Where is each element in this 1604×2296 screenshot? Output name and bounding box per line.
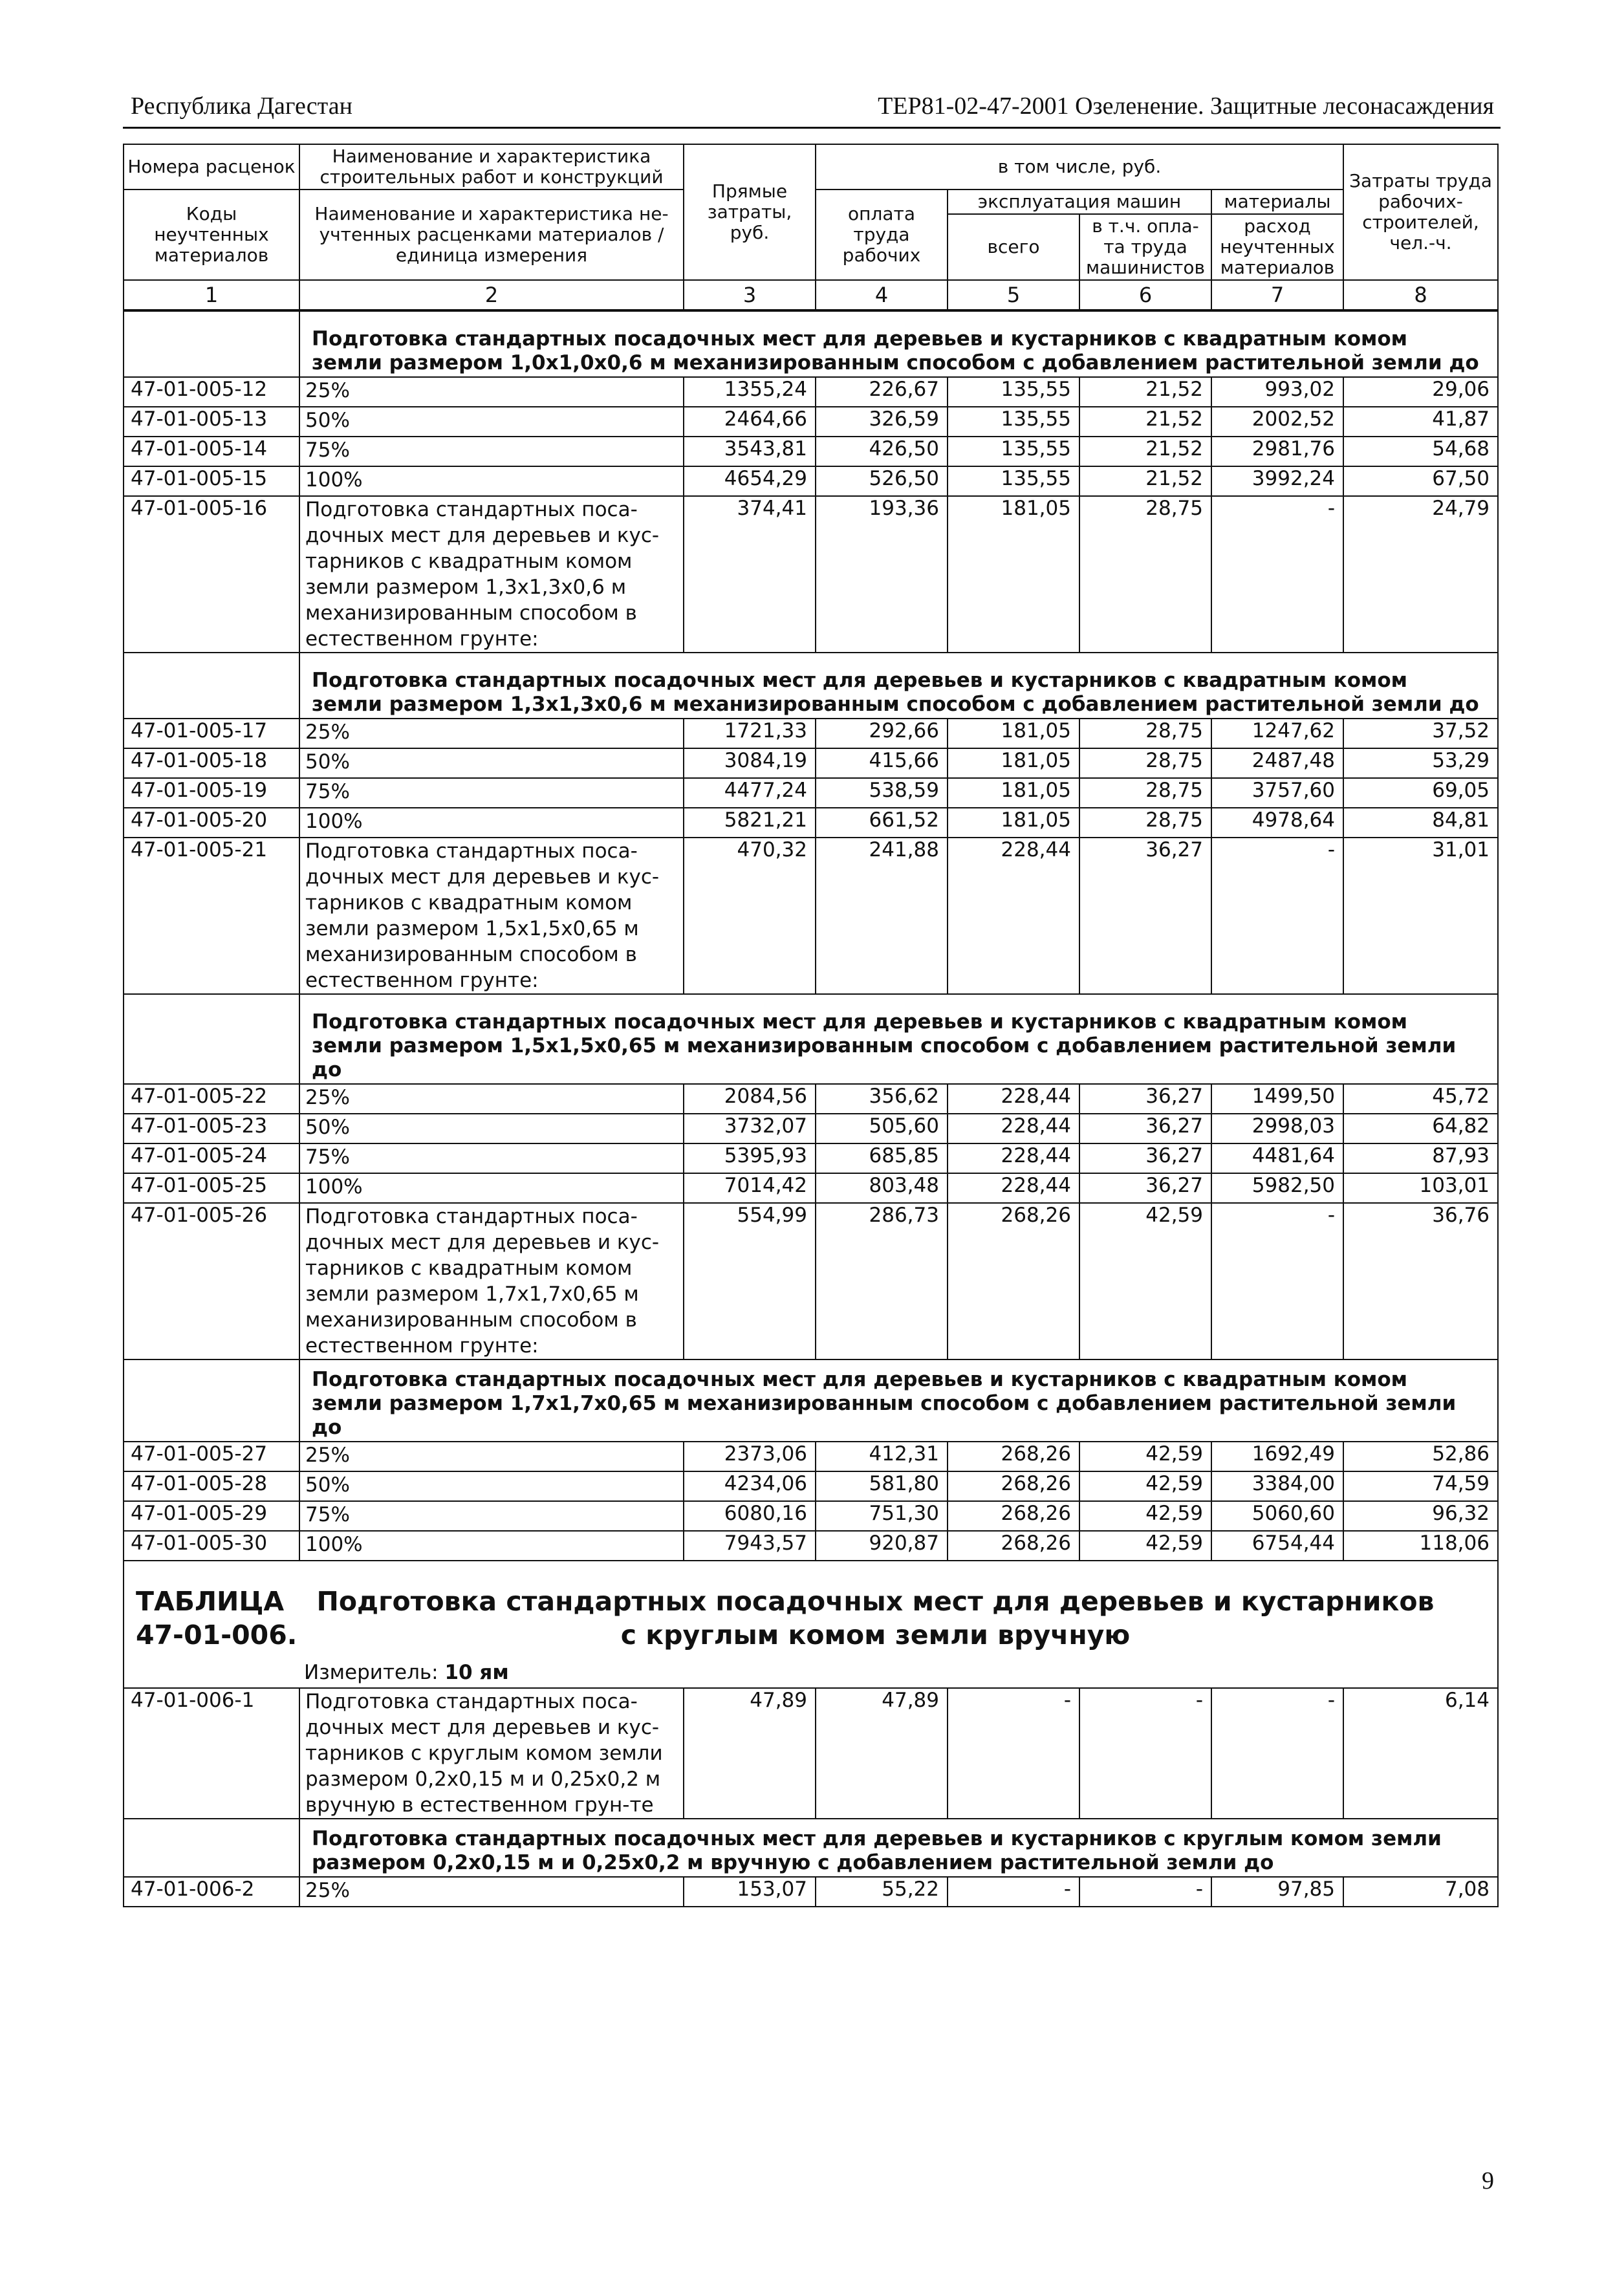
direct-costs: 1721,33: [684, 719, 816, 748]
rate-code: 47-01-005-12: [124, 377, 299, 407]
work-description: 100%: [299, 1531, 684, 1561]
header-region: Республика Дагестан: [131, 92, 352, 120]
labor-pay: 538,59: [816, 778, 948, 808]
machines-total: 135,55: [948, 466, 1079, 496]
machines-total: 228,44: [948, 838, 1079, 994]
header-document-title: ТЕР81-02-47-2001 Озеленение. Защитные лесонасаждения: [878, 92, 1494, 120]
machinists-pay: 36,27: [1079, 1114, 1211, 1143]
labor-pay: 661,52: [816, 808, 948, 838]
rate-code: 47-01-006-1: [124, 1688, 299, 1819]
direct-costs: 47,89: [684, 1688, 816, 1819]
work-description: 100%: [299, 466, 684, 496]
direct-costs: 7943,57: [684, 1531, 816, 1561]
direct-costs: 3732,07: [684, 1114, 816, 1143]
machinists-pay: -: [1079, 1877, 1211, 1907]
machinists-pay: -: [1079, 1688, 1211, 1819]
table-row: [124, 1688, 1498, 1819]
table2-title-text: Подготовка стандартных посадочных мест для деревьев и кустарников с круглым комом земли вручную: [316, 1586, 1435, 1651]
materials-consumption: 3992,24: [1211, 466, 1343, 496]
table2-label: ТАБЛИЦА 47-01-006.: [136, 1586, 298, 1651]
machines-total: 135,55: [948, 407, 1079, 437]
materials-consumption: 1499,50: [1211, 1084, 1343, 1114]
labor-hours: 118,06: [1343, 1531, 1498, 1561]
column-number: 6: [1079, 280, 1211, 310]
col-work-name: Наименование и характеристика строительных работ и конструкций: [299, 144, 684, 190]
direct-costs: 5821,21: [684, 808, 816, 838]
materials-consumption: 6754,44: [1211, 1531, 1343, 1561]
column-number: 7: [1211, 280, 1343, 310]
materials-consumption: -: [1211, 1203, 1343, 1359]
labor-pay: 426,50: [816, 437, 948, 466]
materials-consumption: 5060,60: [1211, 1501, 1343, 1531]
table-row: [124, 1471, 1498, 1501]
rate-code: 47-01-005-29: [124, 1501, 299, 1531]
machines-total: 228,44: [948, 1173, 1079, 1203]
materials-consumption: 2487,48: [1211, 748, 1343, 778]
machines-total: 268,26: [948, 1203, 1079, 1359]
labor-pay: 581,80: [816, 1471, 948, 1501]
labor-pay: 356,62: [816, 1084, 948, 1114]
direct-costs: 470,32: [684, 838, 816, 994]
direct-costs: 554,99: [684, 1203, 816, 1359]
direct-costs: 4477,24: [684, 778, 816, 808]
labor-pay: 685,85: [816, 1143, 948, 1173]
header-rule: [123, 127, 1501, 129]
direct-costs: 4654,29: [684, 466, 816, 496]
machines-total: 135,55: [948, 437, 1079, 466]
page-header: [123, 89, 1501, 129]
labor-hours: 87,93: [1343, 1143, 1498, 1173]
table2-measure: [129, 1654, 1492, 1687]
machinists-pay: 28,75: [1079, 778, 1211, 808]
section-title: Подготовка стандартных посадочных мест для деревьев и кустарников с квадратным комом земли размером 1,0х1,0х0,6 м механизированным способом с добавлением растительной земли до: [299, 310, 1498, 377]
machinists-pay: 21,52: [1079, 407, 1211, 437]
machinists-pay: 42,59: [1079, 1442, 1211, 1471]
machinists-pay: 36,27: [1079, 1143, 1211, 1173]
rate-code: 47-01-005-20: [124, 808, 299, 838]
machinists-pay: 36,27: [1079, 1084, 1211, 1114]
section-spacer: [124, 994, 299, 1084]
rate-code: 47-01-005-30: [124, 1531, 299, 1561]
work-description: 50%: [299, 748, 684, 778]
work-description: 25%: [299, 1084, 684, 1114]
rate-code: 47-01-005-19: [124, 778, 299, 808]
materials-consumption: 1692,49: [1211, 1442, 1343, 1471]
machinists-pay: 28,75: [1079, 496, 1211, 653]
table-row: [124, 1531, 1498, 1561]
table-row: [124, 1114, 1498, 1143]
col-group-machines: эксплуатация машин: [948, 190, 1211, 214]
labor-hours: 31,01: [1343, 838, 1498, 994]
table-row: [124, 748, 1498, 778]
direct-costs: 3543,81: [684, 437, 816, 466]
col-rate-numbers: Номера расценок: [124, 144, 299, 190]
machines-total: 268,26: [948, 1531, 1079, 1561]
machinists-pay: 21,52: [1079, 466, 1211, 496]
table2-title: [129, 1561, 1492, 1654]
machinists-pay: 21,52: [1079, 377, 1211, 407]
labor-pay: 326,59: [816, 407, 948, 437]
machines-total: 228,44: [948, 1114, 1079, 1143]
work-description: 25%: [299, 377, 684, 407]
machines-total: 181,05: [948, 808, 1079, 838]
labor-pay: 286,73: [816, 1203, 948, 1359]
direct-costs: 7014,42: [684, 1173, 816, 1203]
materials-consumption: 3384,00: [1211, 1471, 1343, 1501]
rate-code: 47-01-005-16: [124, 496, 299, 653]
materials-consumption: 4978,64: [1211, 808, 1343, 838]
section-spacer: [124, 653, 299, 719]
labor-hours: 96,32: [1343, 1501, 1498, 1531]
machinists-pay: 36,27: [1079, 1173, 1211, 1203]
table-row: [124, 1203, 1498, 1359]
labor-pay: 193,36: [816, 496, 948, 653]
table-row: [124, 1501, 1498, 1531]
machines-total: 181,05: [948, 719, 1079, 748]
labor-hours: 52,86: [1343, 1442, 1498, 1471]
machines-total: 268,26: [948, 1501, 1079, 1531]
machinists-pay: 36,27: [1079, 838, 1211, 994]
col-material-codes: Коды неучтенных материалов: [124, 190, 299, 280]
materials-consumption: 2998,03: [1211, 1114, 1343, 1143]
rates-table: [123, 144, 1499, 1907]
materials-consumption: -: [1211, 838, 1343, 994]
work-description: Подготовка стандартных поса-дочных мест для деревьев и кус-тарников с квадратным комом земли размером 1,7х1,7х0,65 м механизированным способом в естественном грунте:: [299, 1203, 684, 1359]
column-number: 2: [299, 280, 684, 310]
direct-costs: 374,41: [684, 496, 816, 653]
machinists-pay: 42,59: [1079, 1471, 1211, 1501]
direct-costs: 5395,93: [684, 1143, 816, 1173]
labor-pay: 241,88: [816, 838, 948, 994]
section-title-row: [124, 653, 1498, 719]
column-number: 5: [948, 280, 1079, 310]
table-row: [124, 1877, 1498, 1907]
work-description: 50%: [299, 1114, 684, 1143]
rate-code: 47-01-005-13: [124, 407, 299, 437]
direct-costs: 153,07: [684, 1877, 816, 1907]
measure-label: Измеритель:: [304, 1661, 439, 1684]
work-description: Подготовка стандартных поса-дочных мест для деревьев и кус-тарников с квадратным комом земли размером 1,5х1,5х0,65 м механизированным способом в естественном грунте:: [299, 838, 684, 994]
table-row: [124, 407, 1498, 437]
table-row: [124, 1084, 1498, 1114]
labor-pay: 505,60: [816, 1114, 948, 1143]
col-labor-hours: Затраты труда рабочих-строителей, чел.-ч.: [1343, 144, 1498, 280]
section-title: Подготовка стандартных посадочных мест для деревьев и кустарников с квадратным комом земли размером 1,5х1,5х0,65 м механизированным способом с добавлением растительной земли до: [299, 994, 1498, 1084]
section-title: Подготовка стандартных посадочных мест для деревьев и кустарников с круглым комом земли размером 0,2х0,15 м и 0,25х0,2 м вручную с добавлением растительной земли до: [299, 1819, 1498, 1877]
labor-hours: 74,59: [1343, 1471, 1498, 1501]
measure-value: 10 ям: [444, 1661, 509, 1684]
machines-total: 268,26: [948, 1442, 1079, 1471]
work-description: Подготовка стандартных поса-дочных мест для деревьев и кус-тарников с квадратным комом земли размером 1,3х1,3х0,6 м механизированным способом в естественном грунте:: [299, 496, 684, 653]
rate-code: 47-01-005-27: [124, 1442, 299, 1471]
section-spacer: [124, 1819, 299, 1877]
work-description: 75%: [299, 778, 684, 808]
machinists-pay: 42,59: [1079, 1531, 1211, 1561]
work-description: 75%: [299, 1143, 684, 1173]
section-title: Подготовка стандартных посадочных мест для деревьев и кустарников с квадратным комом земли размером 1,3х1,3х0,6 м механизированным способом с добавлением растительной земли до: [299, 653, 1498, 719]
column-number: 4: [816, 280, 948, 310]
machinists-pay: 28,75: [1079, 719, 1211, 748]
materials-consumption: 3757,60: [1211, 778, 1343, 808]
labor-hours: 64,82: [1343, 1114, 1498, 1143]
materials-consumption: -: [1211, 496, 1343, 653]
section-title-row: [124, 994, 1498, 1084]
section-title-row: [124, 1819, 1498, 1877]
labor-hours: 29,06: [1343, 377, 1498, 407]
table-row: [124, 1173, 1498, 1203]
labor-hours: 53,29: [1343, 748, 1498, 778]
labor-pay: 415,66: [816, 748, 948, 778]
materials-consumption: 5982,50: [1211, 1173, 1343, 1203]
labor-hours: 36,76: [1343, 1203, 1498, 1359]
section-spacer: [124, 310, 299, 377]
labor-hours: 41,87: [1343, 407, 1498, 437]
rate-code: 47-01-005-22: [124, 1084, 299, 1114]
machinists-pay: 28,75: [1079, 808, 1211, 838]
page-number: 9: [1482, 2167, 1494, 2194]
work-description: 100%: [299, 1173, 684, 1203]
machinists-pay: 21,52: [1079, 437, 1211, 466]
rate-code: 47-01-005-23: [124, 1114, 299, 1143]
materials-consumption: -: [1211, 1688, 1343, 1819]
labor-hours: 84,81: [1343, 808, 1498, 838]
rate-code: 47-01-005-28: [124, 1471, 299, 1501]
table-row: [124, 838, 1498, 994]
labor-hours: 103,01: [1343, 1173, 1498, 1203]
work-description: 75%: [299, 1501, 684, 1531]
rate-code: 47-01-005-15: [124, 466, 299, 496]
labor-hours: 67,50: [1343, 466, 1498, 496]
table-body: [124, 280, 1498, 1907]
direct-costs: 2373,06: [684, 1442, 816, 1471]
section-spacer: [124, 1359, 299, 1442]
labor-hours: 37,52: [1343, 719, 1498, 748]
table-row: [124, 778, 1498, 808]
work-description: 25%: [299, 719, 684, 748]
rate-code: 47-01-006-2: [124, 1877, 299, 1907]
col-material-name: Наименование и характеристика не-учтенных расценками материалов / единица измерения: [299, 190, 684, 280]
table-row: [124, 437, 1498, 466]
col-group-materials: материалы: [1211, 190, 1343, 214]
machines-total: 228,44: [948, 1084, 1079, 1114]
materials-consumption: 4481,64: [1211, 1143, 1343, 1173]
direct-costs: 2464,66: [684, 407, 816, 437]
column-number: 3: [684, 280, 816, 310]
materials-consumption: 2002,52: [1211, 407, 1343, 437]
work-description: 75%: [299, 437, 684, 466]
labor-pay: 920,87: [816, 1531, 948, 1561]
labor-pay: 55,22: [816, 1877, 948, 1907]
work-description: 100%: [299, 808, 684, 838]
machines-total: -: [948, 1877, 1079, 1907]
direct-costs: 3084,19: [684, 748, 816, 778]
labor-hours: 6,14: [1343, 1688, 1498, 1819]
machines-total: 135,55: [948, 377, 1079, 407]
rate-code: 47-01-005-21: [124, 838, 299, 994]
rate-code: 47-01-005-25: [124, 1173, 299, 1203]
col-machines-total: всего: [948, 214, 1079, 280]
col-direct-costs: Прямые затраты, руб.: [684, 144, 816, 280]
labor-pay: 47,89: [816, 1688, 948, 1819]
direct-costs: 6080,16: [684, 1501, 816, 1531]
column-number: 1: [124, 280, 299, 310]
direct-costs: 1355,24: [684, 377, 816, 407]
labor-pay: 526,50: [816, 466, 948, 496]
materials-consumption: 97,85: [1211, 1877, 1343, 1907]
table-row: [124, 466, 1498, 496]
work-description: 25%: [299, 1442, 684, 1471]
column-number: 8: [1343, 280, 1498, 310]
table-row: [124, 1442, 1498, 1471]
machinists-pay: 28,75: [1079, 748, 1211, 778]
machines-total: 228,44: [948, 1143, 1079, 1173]
col-group-including: в том числе, руб.: [816, 144, 1343, 190]
machines-total: -: [948, 1688, 1079, 1819]
direct-costs: 4234,06: [684, 1471, 816, 1501]
materials-consumption: 2981,76: [1211, 437, 1343, 466]
machines-total: 268,26: [948, 1471, 1079, 1501]
col-machinists-pay: в т.ч. опла-та труда машинистов: [1079, 214, 1211, 280]
labor-hours: 45,72: [1343, 1084, 1498, 1114]
work-description: Подготовка стандартных поса-дочных мест для деревьев и кус-тарников с круглым комом земли размером 0,2х0,15 м и 0,25х0,2 м вручную в естественном грун-те: [299, 1688, 684, 1819]
labor-hours: 24,79: [1343, 496, 1498, 653]
direct-costs: 2084,56: [684, 1084, 816, 1114]
col-labor-pay: оплата труда рабочих: [816, 190, 948, 280]
section-title: Подготовка стандартных посадочных мест для деревьев и кустарников с квадратным комом земли размером 1,7х1,7х0,65 м механизированным способом с добавлением растительной земли до: [299, 1359, 1498, 1442]
materials-consumption: 1247,62: [1211, 719, 1343, 748]
table-header: [124, 144, 1498, 280]
col-materials-consumption: расход неучтенных материалов: [1211, 214, 1343, 280]
section-title-row: [124, 1359, 1498, 1442]
labor-hours: 69,05: [1343, 778, 1498, 808]
table-row: [124, 1143, 1498, 1173]
work-description: 50%: [299, 407, 684, 437]
table-row: [124, 808, 1498, 838]
column-number-row: [124, 280, 1498, 310]
machinists-pay: 42,59: [1079, 1501, 1211, 1531]
machines-total: 181,05: [948, 778, 1079, 808]
labor-hours: 7,08: [1343, 1877, 1498, 1907]
materials-consumption: 993,02: [1211, 377, 1343, 407]
machinists-pay: 42,59: [1079, 1203, 1211, 1359]
rate-code: 47-01-005-18: [124, 748, 299, 778]
labor-pay: 226,67: [816, 377, 948, 407]
rate-code: 47-01-005-14: [124, 437, 299, 466]
table2-heading-row: [124, 1561, 1498, 1688]
labor-pay: 803,48: [816, 1173, 948, 1203]
work-description: 50%: [299, 1471, 684, 1501]
labor-pay: 751,30: [816, 1501, 948, 1531]
rate-code: 47-01-005-17: [124, 719, 299, 748]
table-row: [124, 496, 1498, 653]
table-row: [124, 377, 1498, 407]
machines-total: 181,05: [948, 496, 1079, 653]
rate-code: 47-01-005-26: [124, 1203, 299, 1359]
machines-total: 181,05: [948, 748, 1079, 778]
work-description: 25%: [299, 1877, 684, 1907]
labor-pay: 412,31: [816, 1442, 948, 1471]
labor-pay: 292,66: [816, 719, 948, 748]
table-row: [124, 719, 1498, 748]
rate-code: 47-01-005-24: [124, 1143, 299, 1173]
section-title-row: [124, 310, 1498, 377]
labor-hours: 54,68: [1343, 437, 1498, 466]
